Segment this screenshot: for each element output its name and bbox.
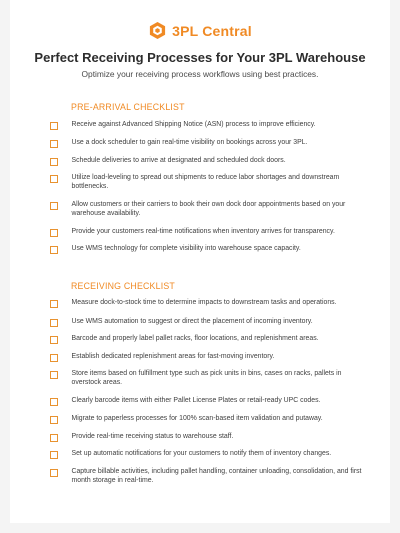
checkbox-icon[interactable] [50, 122, 58, 130]
checklist-item[interactable] [50, 415, 370, 424]
checkbox-icon[interactable] [50, 319, 58, 327]
checklist-item-text: Provide your customers real-time notifications when inventory arrives for transparency. [71, 228, 335, 235]
checklist-item-text: Allow customers or their carriers to book their own dock door appointments based on your warehouse availability. [71, 201, 346, 217]
checklist-item[interactable] [50, 433, 370, 442]
checklist-item[interactable] [50, 228, 370, 237]
checklist-item[interactable] [50, 318, 370, 327]
checklist-item-text: Migrate to paperless processes for 100% scan-based item validation and putaway. [71, 415, 323, 422]
checkbox-icon[interactable] [50, 469, 58, 477]
checklist-item-text: Capture billable activities, including pallet handling, container unloading, consolidation, and first month storage in real-time. [71, 468, 362, 484]
checklist-item-text: Receive against Advanced Shipping Notice (ASN) process to improve efficiency. [71, 121, 316, 128]
checkbox-icon[interactable] [50, 416, 58, 424]
checklist-item[interactable] [50, 121, 370, 130]
checklist-item-text: Barcode and properly label pallet racks, floor locations, and replenishment areas. [71, 335, 319, 342]
checklist-item-text: Utilize load-leveling to spread out shipments to reduce labor shortages and downstream bottlenecks. [71, 174, 340, 190]
checklist-item-text: Use WMS technology for complete visibility into warehouse space capacity. [71, 245, 301, 252]
checklist-item[interactable] [50, 245, 370, 254]
checklist-item[interactable] [50, 370, 370, 387]
checkbox-icon[interactable] [50, 229, 58, 237]
checklist-item[interactable] [50, 397, 370, 406]
checklist-item-text: Measure dock-to-stock time to determine impacts to downstream tasks and operations. [71, 299, 337, 306]
checkbox-icon[interactable] [50, 140, 58, 148]
checklist-item-text: Provide real-time receiving status to warehouse staff. [71, 433, 234, 440]
checklist-item-text: Set up automatic notifications for your customers to notify them of inventory changes. [71, 450, 332, 457]
checkbox-icon[interactable] [50, 336, 58, 344]
checklist-item[interactable] [50, 157, 370, 166]
checklist-item[interactable] [50, 450, 370, 459]
checklist-item[interactable] [50, 299, 370, 308]
checkbox-icon[interactable] [50, 175, 58, 183]
section-heading-pre-arrival: PRE-ARRIVAL CHECKLIST [71, 102, 185, 112]
checklist-item[interactable] [50, 201, 370, 218]
checklist-item-text: Clearly barcode items with either Pallet License Plates or retail-ready UPC codes. [71, 397, 321, 404]
checklist-item[interactable] [50, 353, 370, 362]
checkbox-icon[interactable] [50, 398, 58, 406]
checklist-item[interactable] [50, 468, 370, 485]
page-title: Perfect Receiving Processes for Your 3PL Warehouse [34, 50, 366, 65]
cube-logo-icon [148, 21, 167, 40]
checkbox-icon[interactable] [50, 371, 58, 379]
checkbox-icon[interactable] [50, 451, 58, 459]
checklist-item-text: Schedule deliveries to arrive at designated and scheduled dock doors. [71, 157, 286, 164]
checkbox-icon[interactable] [50, 300, 58, 308]
checklist-item[interactable] [50, 174, 370, 191]
brand-logo [0, 21, 400, 40]
page-subtitle: Optimize your receiving process workflows using best practices. [81, 69, 319, 79]
checklist-item-text: Establish dedicated replenishment areas for fast-moving inventory. [71, 353, 275, 360]
brand-name: 3PL Central [172, 22, 252, 39]
checkbox-icon[interactable] [50, 434, 58, 442]
checkbox-icon[interactable] [50, 246, 58, 254]
checklist-item-text: Use a dock scheduler to gain real-time visibility on bookings across your 3PL. [71, 139, 308, 146]
section-heading-receiving: RECEIVING CHECKLIST [71, 281, 176, 291]
checklist-item[interactable] [50, 139, 370, 148]
checklist-item[interactable] [50, 335, 370, 344]
checkbox-icon[interactable] [50, 354, 58, 362]
checkbox-icon[interactable] [50, 202, 58, 210]
checklist-item-text: Store items based on fulfillment type such as pick units in bins, cases on racks, pallets in overstock areas. [71, 370, 342, 386]
checkbox-icon[interactable] [50, 158, 58, 166]
checklist-item-text: Use WMS automation to suggest or direct the placement of incoming inventory. [71, 318, 313, 325]
